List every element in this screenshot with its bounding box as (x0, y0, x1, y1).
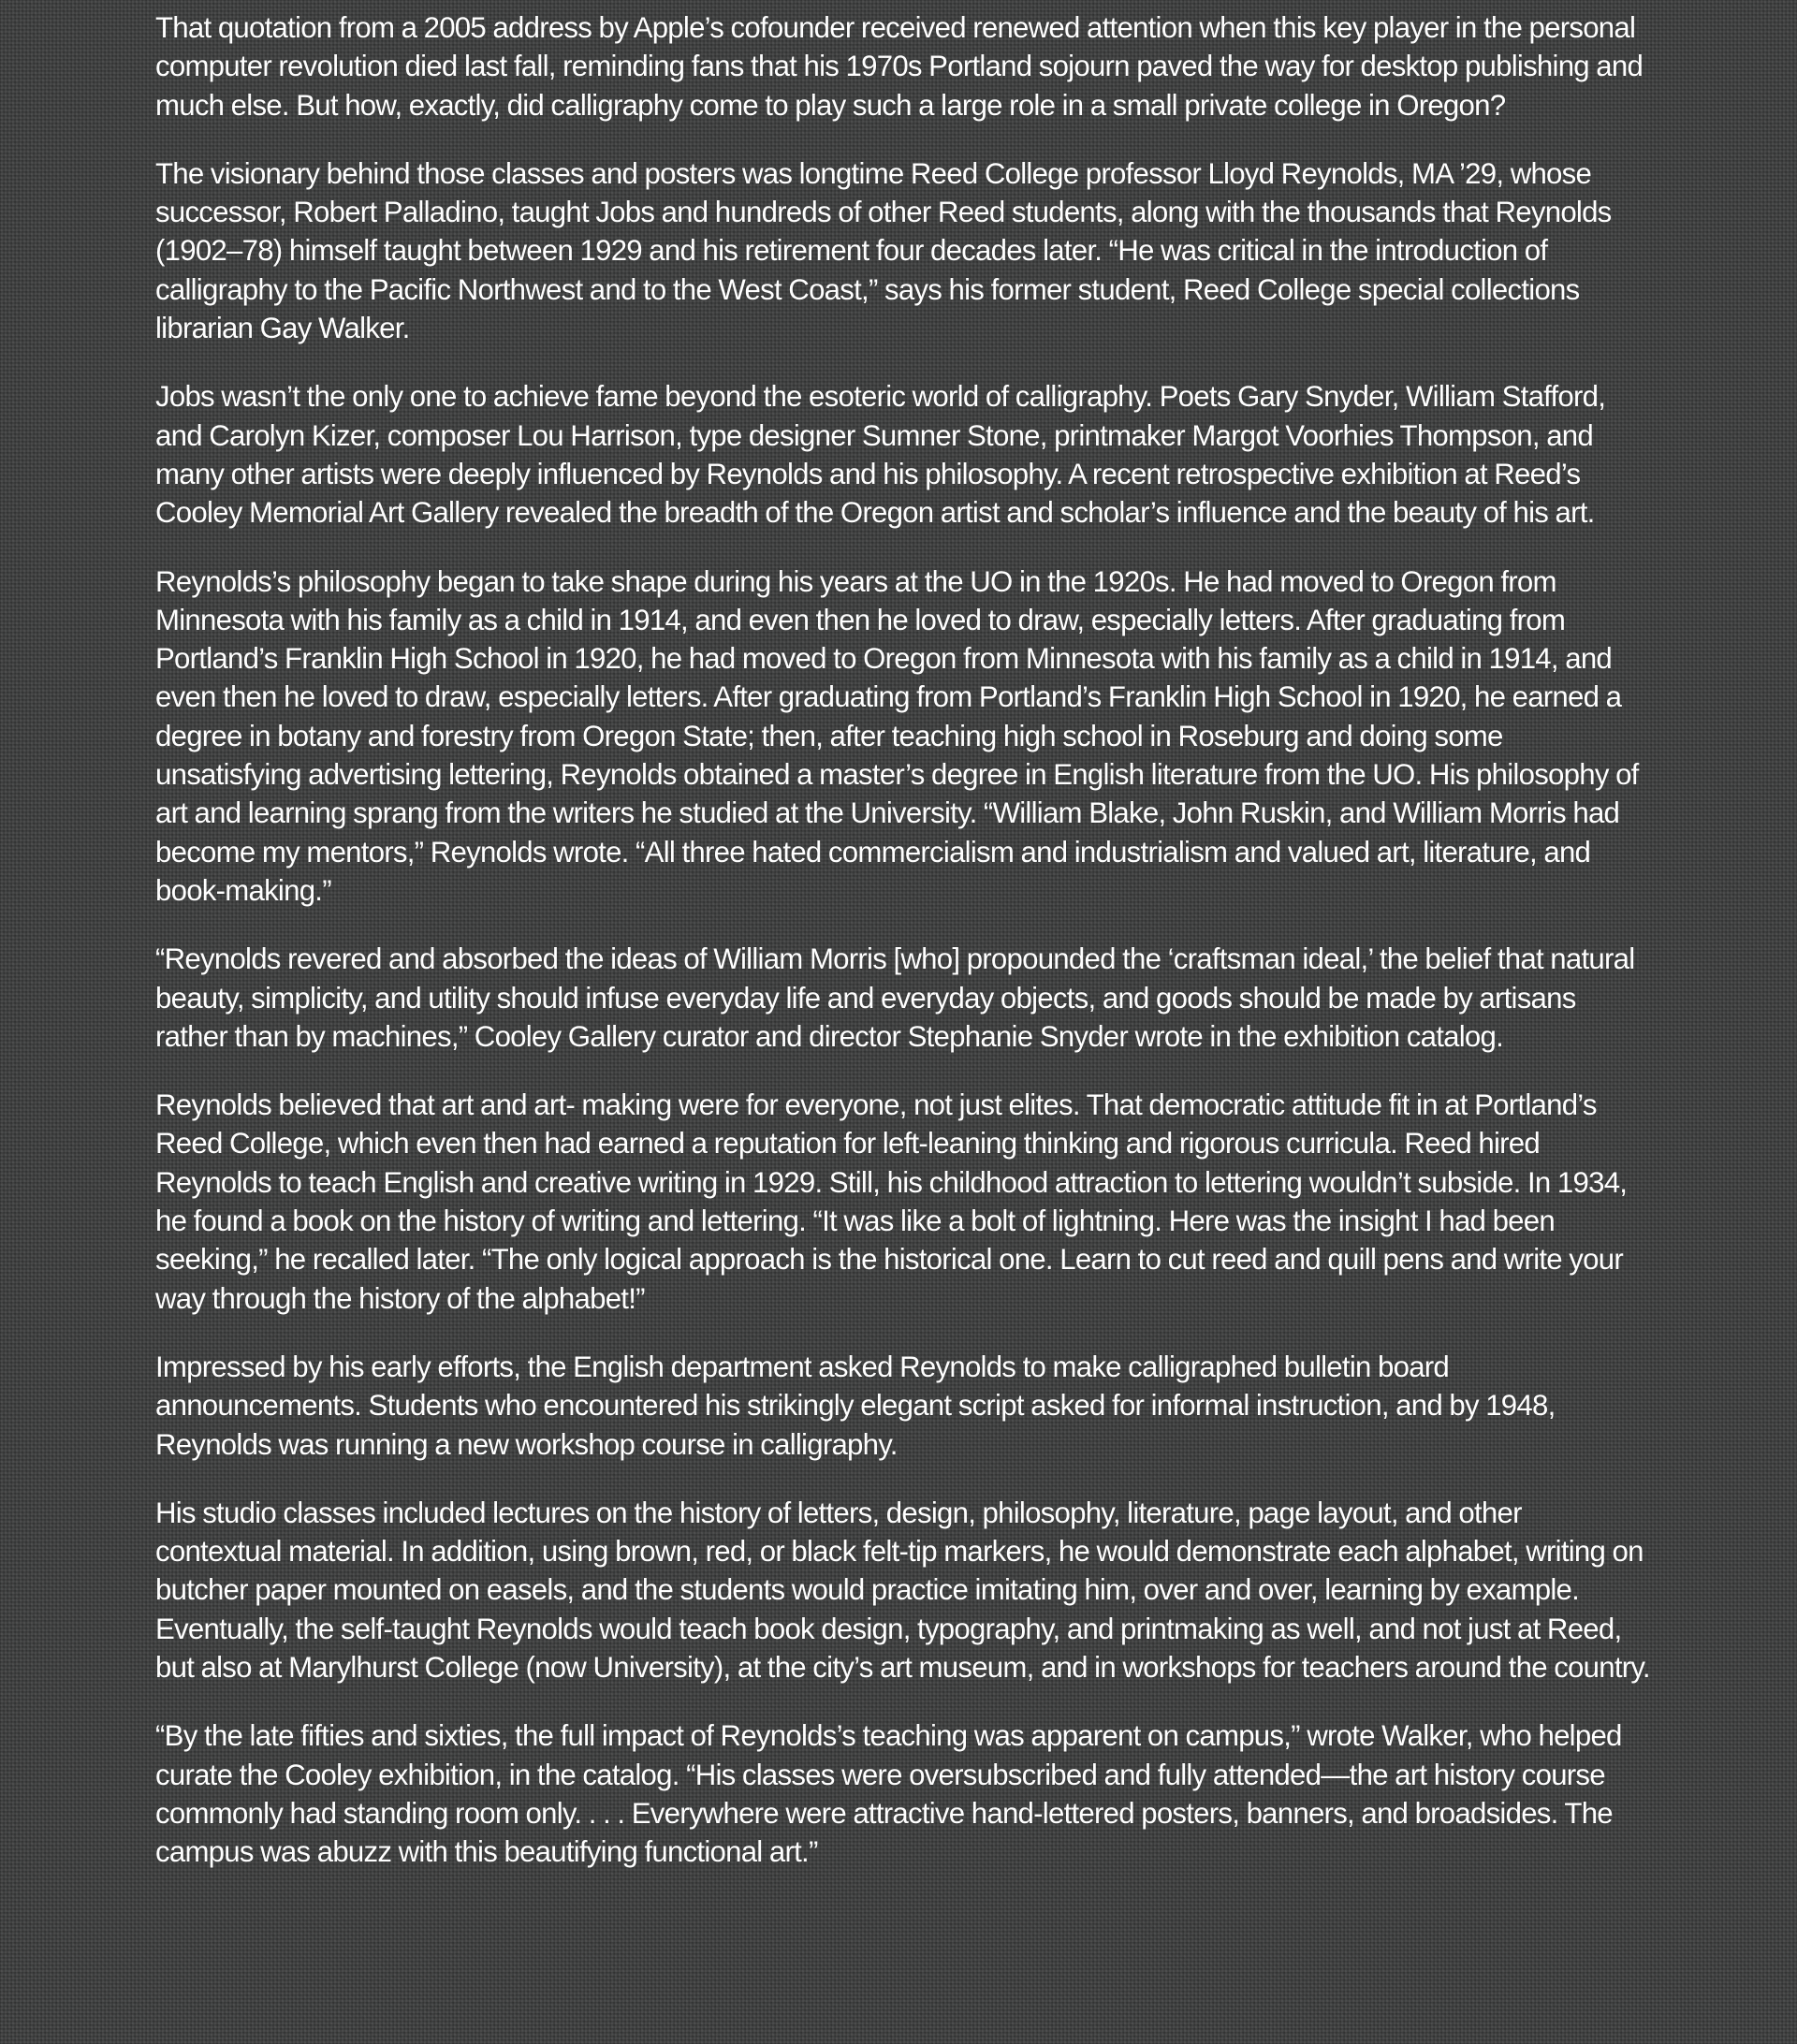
article-paragraph-6: Reynolds believed that art and art- making were for everyone, not just elites. That democratic attitude fit in at Portland’s Reed College, which even then had earned a reputation for left-leaning thinking and rigorous curricula. Reed hired Reynolds to teach English and creative writing in 1929. Still, his childhood attraction to lettering wouldn’t subside. In 1934, he found a book on the history of writing and lettering. “It was like a bolt of lightning. Here was the insight I had been seeking,” he recalled later. “The only logical approach is the historical one. Learn to cut reed and quill pens and write your way through the history of the alphabet!” (155, 1088, 1628, 1315)
article-paragraph-7: Impressed by his early efforts, the English department asked Reynolds to make calligraphed bulletin board announcements. Students who encountered his strikingly elegant script asked for informal instruction, and by 1948, Reynolds was running a new workshop course in calligraphy. (155, 1350, 1556, 1461)
article-paragraph-8: His studio classes included lectures on the history of letters, design, philosophy, literature, page layout, and other contextual material. In addition, using brown, red, or black felt-tip markers, he would demonstrate each alphabet, writing on butcher paper mounted on easels, and the students would practice imitating him, over and over, learning by example. Eventually, the self-taught Reynolds would teach book design, typography, and printmaking as well, and not just at Reed, but also at Marylhurst College (now University), at the city’s art museum, and in workshops for teachers around the country. (155, 1496, 1650, 1684)
article-paragraph-4: Reynolds’s philosophy began to take shape during his years at the UO in the 1920s. He had moved to Oregon from Minnesota with his family as a child in 1914, and even then he loved to draw, especially letters. After graduating from Portland’s Franklin High School in 1920, he had moved to Oregon from Minnesota with his family as a child in 1914, and even then he loved to draw, especially letters. After graduating from Portland’s Franklin High School in 1920, he earned a degree in botany and forestry from Oregon State; then, after teaching high school in Roseburg and doing some unsatisfying advertising lettering, Reynolds obtained a master’s degree in English literature from the UO. His philosophy of art and learning sprang from the writers he studied at the University. “William Blake, John Ruskin, and William Morris had become my mentors,” Reynolds wrote. “All three hated commercialism and industrialism and valued art, literature, and book-making.” (155, 564, 1639, 907)
article-paragraph-2: The visionary behind those classes and posters was longtime Reed College professor Lloyd Reynolds, MA ’29, whose successor, Robert Palladino, taught Jobs and hundreds of other Reed students, along with the thousands that Reynolds (1902–78) himself taught between 1929 and his retirement four decades later. “He was critical in the introduction of calligraphy to the Pacific Northwest and to the West Coast,” says his former student, Reed College special collections librarian Gay Walker. (155, 156, 1612, 345)
article-body (155, 8, 1653, 1871)
article-paragraph-5: “Reynolds revered and absorbed the ideas of William Morris [who] propounded the ‘craftsman ideal,’ the belief that natural beauty, simplicity, and utility should infuse everyday life and everyday objects, and goods should be made by artisans rather than by machines,” Cooley Gallery curator and director Stephanie Snyder wrote in the exhibition catalog. (155, 942, 1635, 1053)
article-paragraph-9: “By the late fifties and sixties, the full impact of Reynolds’s teaching was apparent on campus,” wrote Walker, who helped curate the Cooley exhibition, in the catalog. “His classes were oversubscribed and fully attended—the art history course commonly had standing room only. . . . Everywhere were attractive hand-lettered posters, banners, and broadsides. The campus was abuzz with this beautifying functional art.” (155, 1719, 1622, 1869)
article-paragraph-3: Jobs wasn’t the only one to achieve fame beyond the esoteric world of calligraphy. Poets Gary Snyder, William Stafford, and Carolyn Kizer, composer Lou Harrison, type designer Sumner Stone, printmaker Margot Voorhies Thompson, and many other artists were deeply influenced by Reynolds and his philosophy. A recent retrospective exhibition at Reed’s Cooley Memorial Art Gallery revealed the breadth of the Oregon artist and scholar’s influence and the beauty of his art. (155, 380, 1606, 530)
article-paragraph-1: That quotation from a 2005 address by Apple’s cofounder received renewed attention when this key player in the personal computer revolution died last fall, reminding fans that his 1970s Portland sojourn paved the way for desktop publishing and much else. But how, exactly, did calligraphy come to play such a large role in a small private college in Oregon? (155, 11, 1644, 122)
